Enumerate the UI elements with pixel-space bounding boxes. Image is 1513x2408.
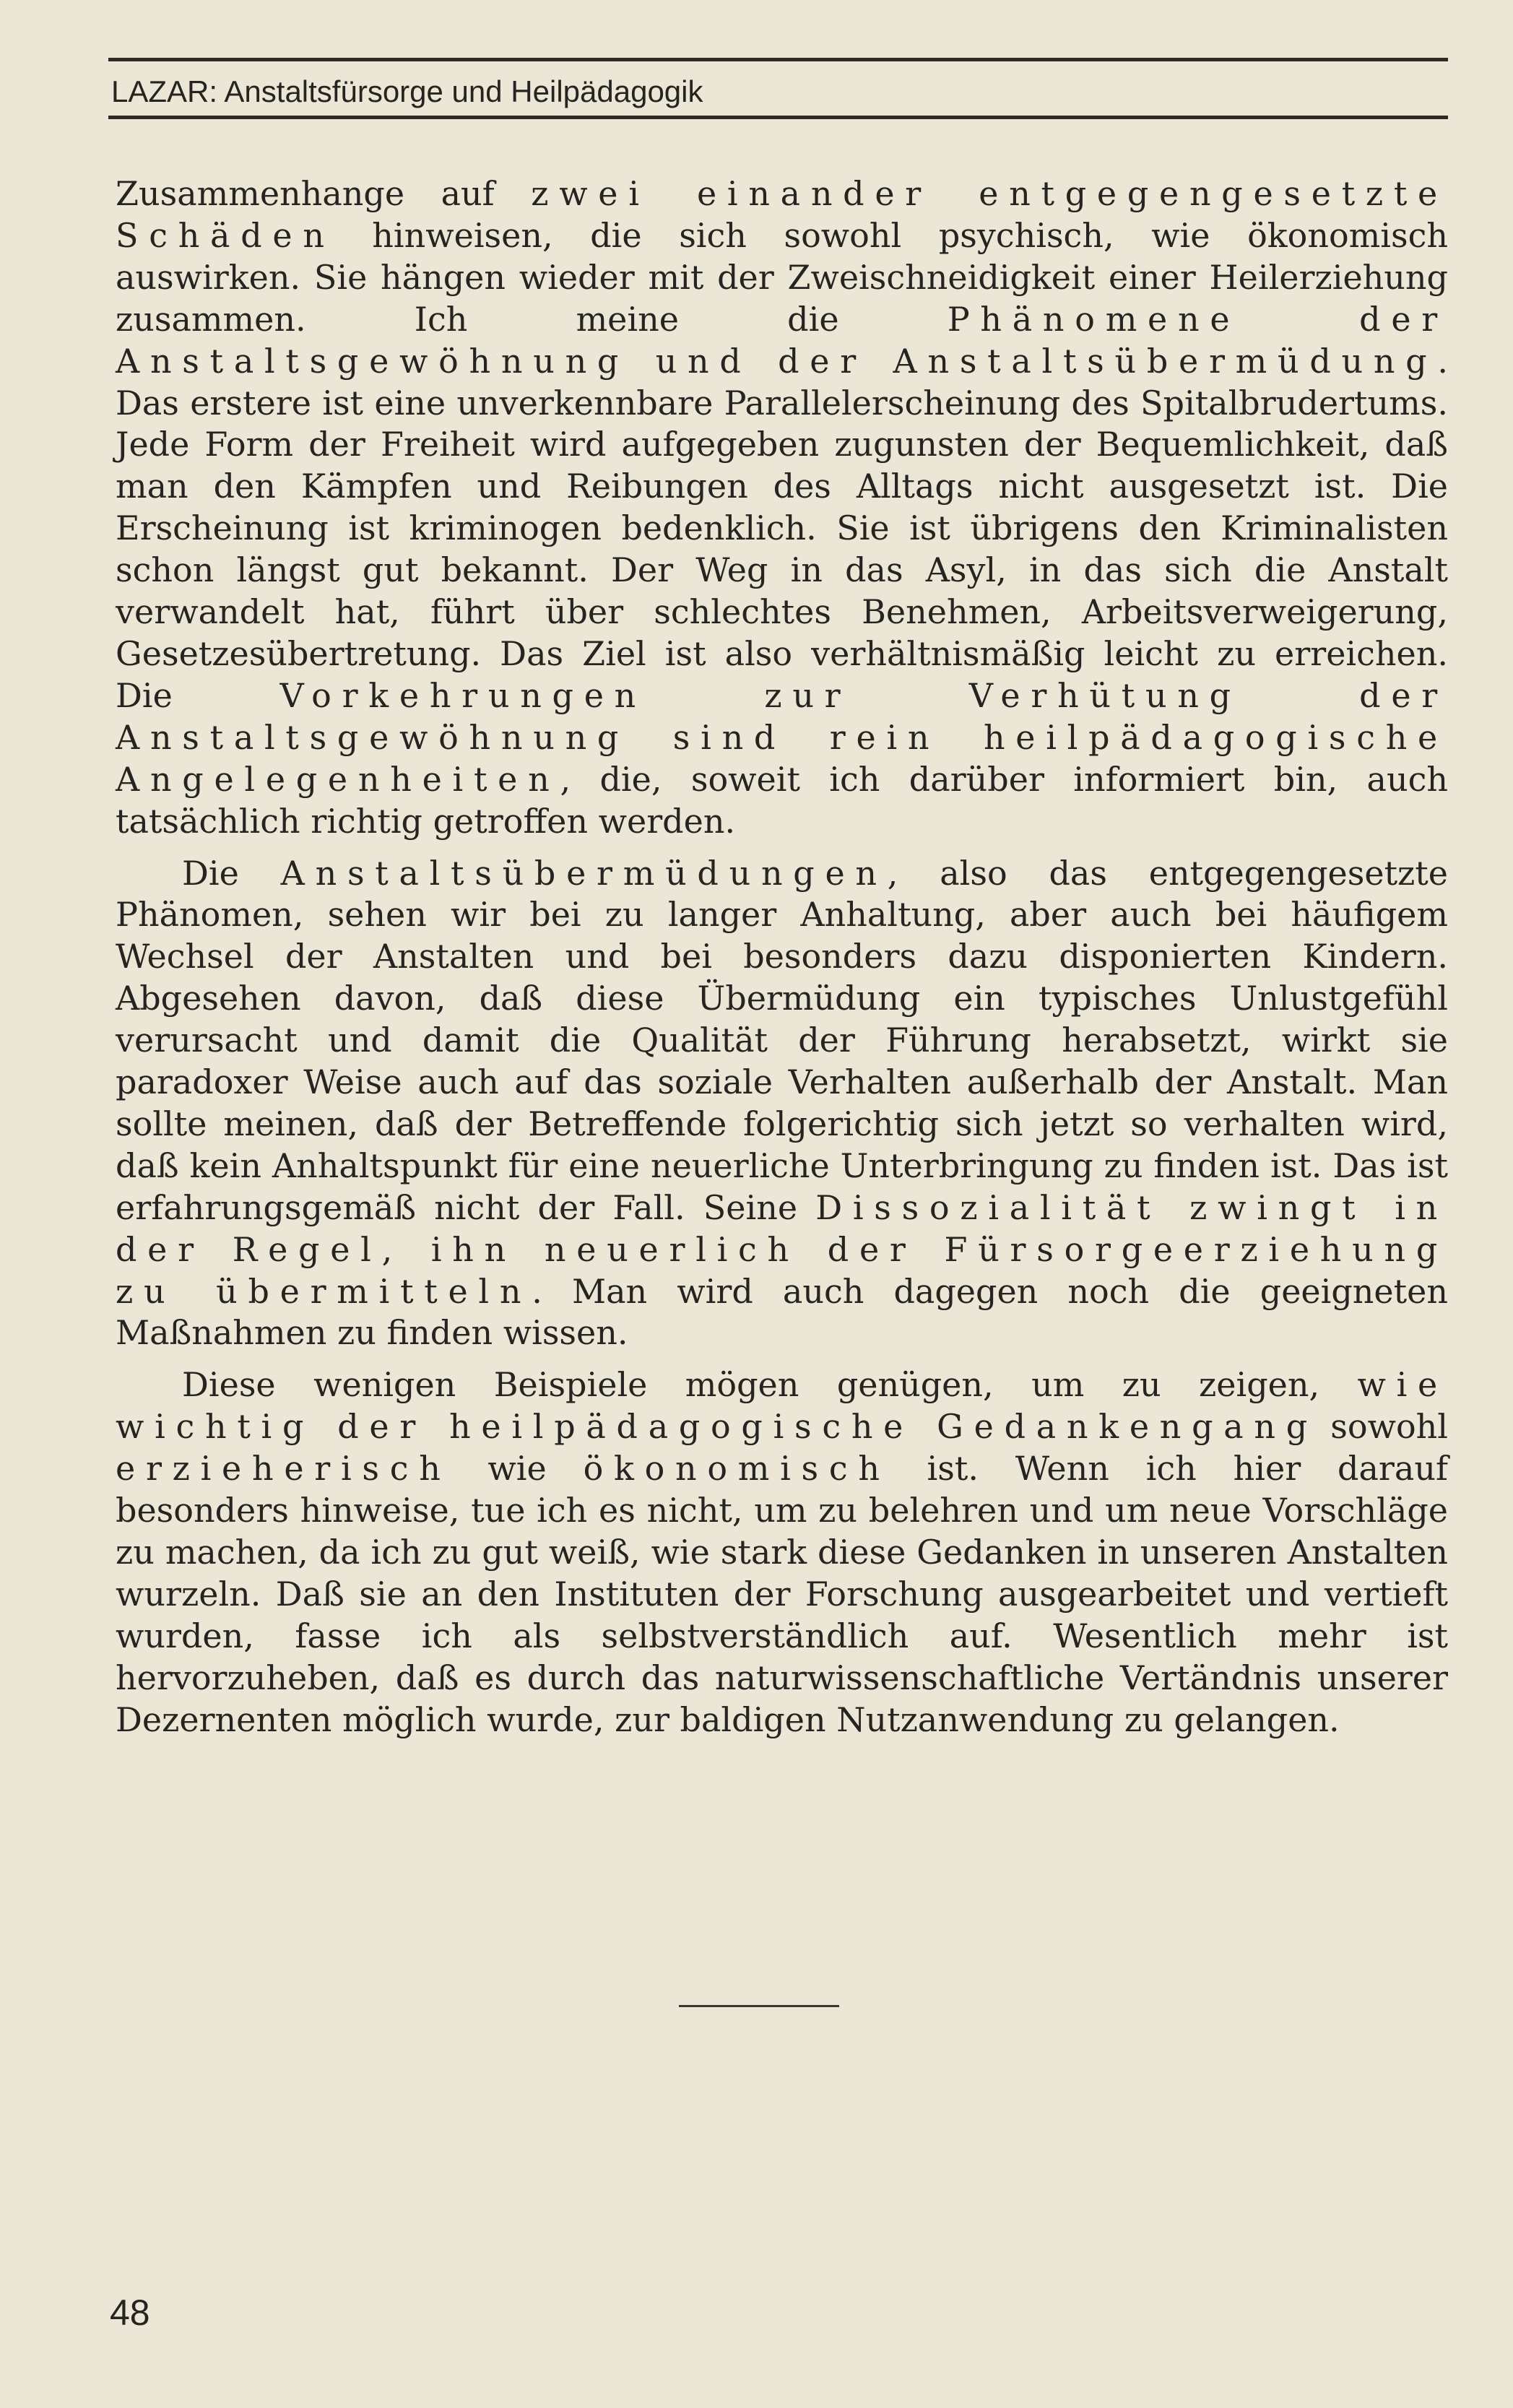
paragraph-3 [116,1364,1448,1741]
text-run: ist. Wenn ich hier darauf besonders hinweise, tue ich es nicht, um zu belehren und um neue Vorschläge zu machen, da ich zu gut weiß, wie stark diese Gedanken in unseren Anstalten wurzeln. Daß sie an den Instituten der Forschung ausgearbeitet und vertieft wurden, fasse ich als selbstverständlich auf. Wesentlich mehr ist hervorzuheben, daß es durch das naturwissenschaftliche Vertändnis unserer Dezernenten möglich wurde, zur baldigen Nutzanwendung zu gelangen. [116,1449,1448,1739]
text-run: . Man wird auch dagegen noch die geeigneten Maßnahmen zu finden wissen. [116,1271,1448,1353]
page-number: 48 [110,2292,150,2333]
page-header [108,58,1448,121]
body-text [116,173,1448,1741]
header-title: Anstaltsfürsorge und Heilpädagogik [224,74,703,108]
text-run: Die [182,853,281,893]
emphasis-spaced: ökonomisch [583,1449,890,1489]
paragraph-1 [116,173,1448,843]
text-run: . Das erstere ist eine unverkennbare Parallelerscheinung des Spitalbrudertums. Jede Form der Freiheit wird aufgegeben zugunsten der Bequemlichkeit, daß man den Kämpfen und Reibungen des Alltags nicht ausgesetzt ist. Die Erscheinung ist kriminogen bedenklich. Sie ist übrigens den Kriminalisten schon längst gut bekannt. Der Weg in das Asyl, in das sich die Anstalt verwandelt hat, führt über schlechtes Benehmen, Arbeitsverweigerung, Gesetzesübertretung. Das Ziel ist also verhältnismäßig leicht zu erreichen. Die [116,341,1448,715]
text-run: hinweisen, die sich sowohl psychisch, wie ökonomisch auswirken. Sie hängen wieder mit der Zweischneidigkeit einer Heilerziehung zusammen. Ich meine die [116,215,1448,339]
paragraph-2 [116,853,1448,1355]
text-run: wie [451,1449,584,1489]
emphasis-spaced: zwei einander entgegengesetzte Schäden [116,174,1448,255]
header-rule-top [108,58,1448,61]
emphasis-spaced: Phänomene der Anstaltsgewöhnung und der Anstaltsübermüdung [116,299,1448,381]
text-run: Zusammenhange auf [116,174,532,213]
emphasis-spaced: wie wichtig der heilpädagogische Gedankengang [116,1365,1448,1447]
emphasis-spaced: erzieherisch [116,1449,451,1489]
emphasis-spaced: Anstaltsübermüdungen [280,853,888,893]
text-run: Diese wenigen Beispiele mögen genügen, um zu zeigen, [182,1365,1358,1405]
text-run: , die, soweit ich darüber informiert bin, auch tatsächlich richtig getroffen werden. [116,759,1448,841]
header-rule-bottom [108,116,1448,119]
text-run: sowohl [1317,1407,1448,1447]
header-separator: : [209,74,225,108]
running-head [111,74,703,110]
footer-rule [679,2005,839,2007]
text-run: , also das entgegengesetzte Phänomen, sehen wir bei zu langer Anhaltung, aber auch bei häufigem Wechsel der Anstalten und bei besonders dazu disponierten Kindern. Abgesehen davon, daß diese Übermüdung ein typisches Unlustgefühl verursacht und damit die Qualität der Führung herabsetzt, wirkt sie paradoxer Weise auch auf das soziale Verhalten außerhalb der Anstalt. Man sollte meinen, daß der Betreffende folgerichtig sich jetzt so verhalten wird, daß kein Anhaltspunkt für eine neuerliche Unterbringung zu finden ist. Das ist erfahrungsgemäß nicht der Fall. Seine [116,853,1448,1227]
emphasis-spaced: Vorkehrungen zur Verhütung der Anstaltsgewöhnung sind rein heilpädagogische Angelegenheiten [116,675,1448,799]
header-author: LAZAR [111,74,209,108]
emphasis-spaced: Dissozialität zwingt in der Regel, ihn neuerlich der Fürsorgeerziehung zu übermitteln [116,1187,1448,1311]
